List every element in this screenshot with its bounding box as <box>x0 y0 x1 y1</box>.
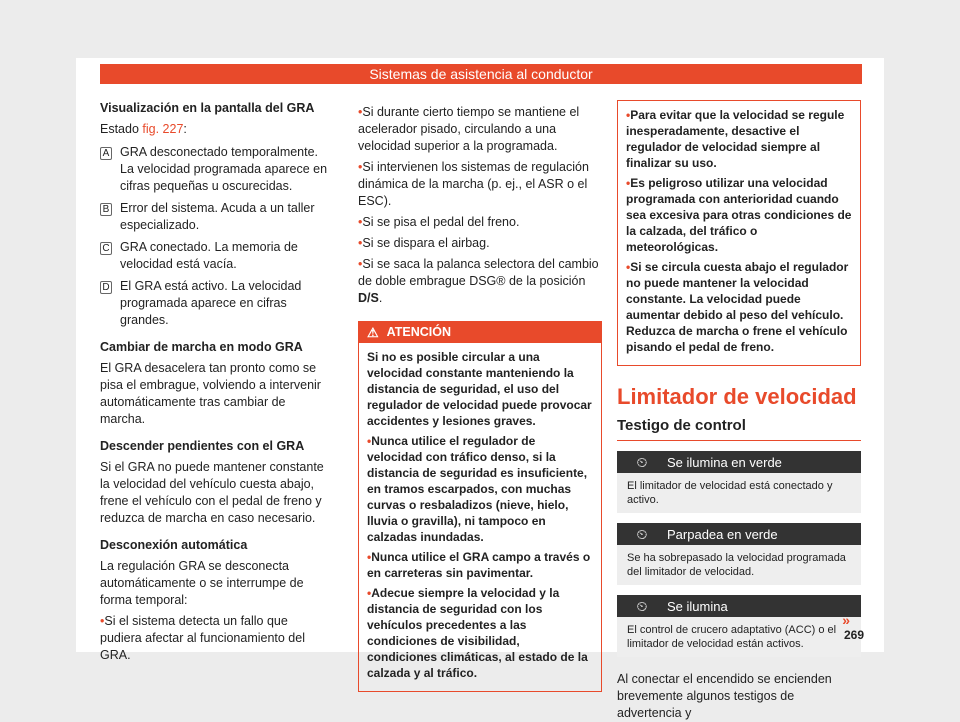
heading-descend: Descender pendientes con el GRA <box>100 439 305 453</box>
warning-box-continued <box>617 100 861 366</box>
estado-label: Estado <box>100 122 139 136</box>
warning-item: • Nunca utilice el GRA campo a través o en carreteras sin pavimentar. <box>367 549 593 581</box>
list-item <box>100 239 332 273</box>
bullet-item: • Si se dispara el airbag. <box>358 235 602 252</box>
status-list <box>100 144 332 329</box>
speed-limiter-icon: ⏲ <box>636 525 648 542</box>
lamp-header <box>617 595 861 617</box>
bullet-item: • Si el sistema detecta un fallo que pudiera afectar al funcionamiento del GRA. <box>100 613 332 664</box>
speed-limiter-icon: ⏲ <box>636 453 648 470</box>
warning-item: • Para evitar que la velocidad se regule inesperadamente, desactive el regulador de velocidad siempre al finalizar su uso. <box>626 107 852 171</box>
estado-colon: : <box>183 122 187 136</box>
heading-gra-display: Visualización en la pantalla del GRA <box>100 101 315 115</box>
letter-badge: D <box>100 281 112 294</box>
lamp-header <box>617 451 861 473</box>
page <box>76 58 884 720</box>
warning-item: • Si se circula cuesta abajo el regulador no puede mantener la velocidad constante. La velocidad puede aumentar debido al peso del vehículo. Reduzca de marcha o frene el vehículo pisando el pedal de freno. <box>626 259 852 355</box>
paragraph: Si el GRA no puede mantener constante la velocidad del vehículo cuesta abajo, frene el vehículo con el pedal de freno y reduzca de marcha en caso necesario. <box>100 460 324 525</box>
page-number: 269 <box>843 628 864 642</box>
column-3 <box>617 100 861 722</box>
lamp-title: Se ilumina <box>667 598 728 614</box>
list-item <box>100 200 332 234</box>
lamp-title: Parpadea en verde <box>667 526 778 542</box>
list-item-text: Error del sistema. Acuda a un taller especializado. <box>120 201 315 232</box>
lamp-entry <box>617 523 861 585</box>
bullet-item: • Si durante cierto tiempo se mantiene el acelerador pisado, circulando a una velocidad superior a la programada. <box>358 104 602 155</box>
warning-triangle-icon: ⚠ <box>367 325 379 340</box>
lamp-entry <box>617 451 861 513</box>
next-page-icon[interactable]: » <box>842 612 850 628</box>
heading-gear-change: Cambiar de marcha en modo GRA <box>100 340 303 354</box>
gear-position: D/S <box>358 291 379 305</box>
bullet-item <box>358 256 602 307</box>
lamp-title: Se ilumina en verde <box>667 454 782 470</box>
paragraph: La regulación GRA se desconecta automáticamente o se interrumpe de forma temporal: <box>100 559 304 607</box>
list-item-text: El GRA está activo. La velocidad programada aparece en cifras grandes. <box>120 279 302 327</box>
list-item-text: GRA desconectado temporalmente. La velocidad programada aparece en cifras pequeñas u oscurecidas. <box>120 145 328 193</box>
lamp-text: El control de crucero adaptativo (ACC) o el limitador de velocidad están activos. <box>617 617 861 657</box>
lamp-text: El limitador de velocidad está conectado y activo. <box>617 473 861 513</box>
column-2 <box>358 100 602 692</box>
section-title: Limitador de velocidad <box>617 384 857 409</box>
list-item <box>100 278 332 329</box>
letter-badge: A <box>100 147 112 160</box>
figure-link[interactable]: fig. 227 <box>142 122 184 136</box>
heading-auto-disconnect: Desconexión automática <box>100 538 248 552</box>
bullet-period: . <box>378 291 383 305</box>
letter-badge: C <box>100 242 112 255</box>
list-item-text: GRA conectado. La memoria de velocidad está vacía. <box>120 240 298 271</box>
warning-box <box>358 321 602 692</box>
warning-item: • Nunca utilice el regulador de velocidad con tráfico denso, si la distancia de seguridad es insuficiente, en tramos escarpados, con muchas curvas o resbaladizos (nieve, hielo, lluvia o gravilla), ni tampoco en calzadas inundadas. <box>367 433 593 545</box>
page-header: Sistemas de asistencia al conductor <box>100 64 862 84</box>
column-1 <box>100 100 332 668</box>
warning-item: • Adecue siempre la velocidad y la distancia de seguridad con los vehículos precedentes a las condiciones de visibilidad, condiciones climáticas, al estado de la calzada y al tráfico. <box>367 585 593 681</box>
warning-title-bar <box>359 322 601 343</box>
lamp-text: Se ha sobrepasado la velocidad programada del limitador de velocidad. <box>617 545 861 585</box>
bullet-item: • Si se pisa el pedal del freno. <box>358 214 602 231</box>
warning-body <box>618 101 860 365</box>
paragraph: Al conectar el encendido se encienden brevemente algunos testigos de advertencia y <box>617 672 832 720</box>
warning-item: • Es peligroso utilizar una velocidad programada con anterioridad cuando sea excesiva para otras condiciones de la calzada, del tráfico o meteorológicas. <box>626 175 852 255</box>
warning-title: ATENCIÓN <box>386 325 452 339</box>
estado-line <box>100 121 332 138</box>
bullet-item: • Si intervienen los sistemas de regulación dinámica de la marcha (p. ej., el ASR o el ESC). <box>358 159 602 210</box>
subsection-title: Testigo de control <box>617 417 861 441</box>
paragraph: El GRA desacelera tan pronto como se pisa el embrague, volviendo a intervenir automáticamente tras cambiar de marcha. <box>100 361 321 426</box>
lamp-header <box>617 523 861 545</box>
list-item <box>100 144 332 195</box>
speed-limiter-icon: ⏲ <box>636 597 648 614</box>
bullet-text: Si se saca la palanca selectora del cambio de doble embrague DSG® de la posición <box>358 257 599 288</box>
warning-intro: Si no es posible circular a una velocidad constante manteniendo la distancia de seguridad, el uso del regulador de velocidad puede provocar accidentes y lesiones graves. <box>367 350 592 428</box>
warning-body <box>359 343 601 691</box>
letter-badge: B <box>100 203 112 216</box>
lamp-entry <box>617 595 861 657</box>
